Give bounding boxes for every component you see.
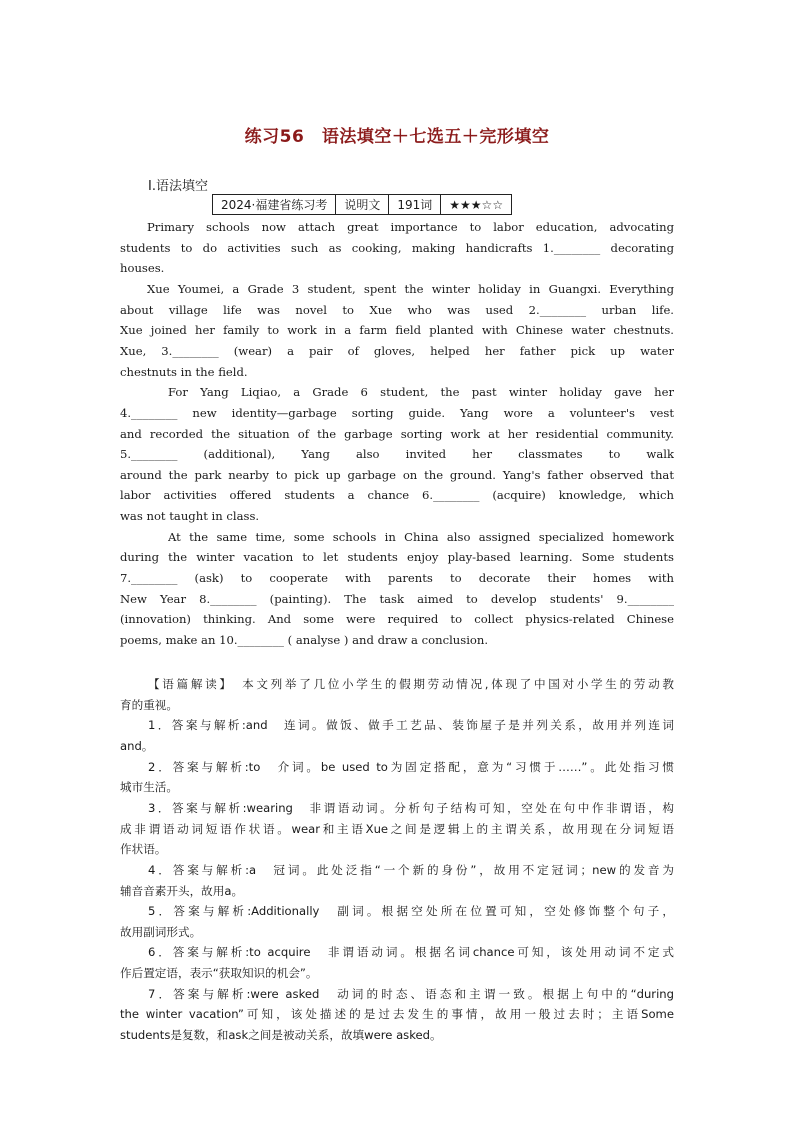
page-title: 练习56 语法填空＋七选五＋完形填空: [244, 127, 550, 147]
analysis-line: 2．答案与解析:to 介词。be used to为固定搭配，意为“习惯于……”。此处指习惯: [148, 759, 674, 774]
analysis-line: the winter vacation”可知，该处描述的是过去发生的事情，故用一般过去时；主语Some: [120, 1007, 674, 1022]
passage-line: chestnuts in the field.: [120, 364, 248, 379]
analysis-line: 城市生活。: [120, 780, 178, 795]
analysis-line: and。: [120, 738, 154, 753]
passage-line: New Year 8.________ (painting). The task aimed to develop students' 9.________: [120, 591, 674, 606]
passage-line: students to do activities such as cooking, making handicrafts 1.________ decorating: [120, 240, 674, 255]
analysis-line: 5．答案与解析:Additionally 副词。根据空处所在位置可知，空处修饰整个句子，: [148, 904, 674, 919]
passage-line: For Yang Liqiao, a Grade 6 student, the past winter holiday gave her: [168, 385, 674, 400]
passage-line: around the park nearby to pick up garbage on the ground. Yang's father observed that: [120, 467, 674, 482]
analysis-line: 成非谓语动词短语作状语。wear和主语Xue之间是逻辑上的主谓关系，故用现在分词短语: [120, 821, 674, 836]
section-heading: Ⅰ.语法填空: [148, 179, 208, 194]
source-cell: 2024·福建省练习考: [213, 195, 336, 215]
passage-summary: 【语篇解读】 本文列举了几位小学生的假期劳动情况,体现了中国对小学生的劳动教: [148, 677, 674, 691]
word-count-cell: 191词: [389, 195, 441, 215]
analysis-line: 1．答案与解析:and 连词。做饭、做手工艺品、装饰屋子是并列关系，故用并列连词: [148, 718, 674, 733]
passage-line: during the winter vacation to let students enjoy play-based learning. Some students: [120, 550, 674, 565]
passage-line: At the same time, some schools in China also assigned specialized homework: [168, 529, 674, 544]
passage-line: and recorded the situation of the garbage sorting work at her residential community.: [120, 426, 674, 441]
passage-line: Primary schools now attach great importance to labor education, advocating: [147, 220, 674, 234]
analysis-line: 6．答案与解析:to acquire 非谓语动词。根据名词chance可知，该处用动词不定式: [148, 945, 674, 960]
passage-line: Xue Youmei, a Grade 3 student, spent the winter holiday in Guangxi. Everything: [147, 281, 674, 296]
passage-line: 5.________ (additional), Yang also invited her classmates to walk: [120, 447, 674, 462]
passage-line: 4.________ new identity—garbage sorting guide. Yang wore a volunteer's vest: [120, 405, 674, 420]
passage-line: Xue, 3.________ (wear) a pair of gloves, helped her father pick up water: [120, 343, 674, 358]
passage-line: houses.: [120, 261, 165, 276]
analysis-line: 辅音音素开头，故用a。: [120, 883, 244, 898]
analysis-line: 4．答案与解析:a 冠词。此处泛指“一个新的身份”，故用不定冠词；new的发音为: [148, 862, 674, 877]
passage-line: 7.________ (ask) to cooperate with parents to decorate their homes with: [120, 571, 674, 586]
analysis-line: 7．答案与解析:were asked 动词的时态、语态和主谓一致。根据上句中的“during: [148, 986, 674, 1001]
analysis-line: 3．答案与解析:wearing 非谓语动词。分析句子结构可知，空处在句中作非谓语，构: [148, 800, 674, 815]
analysis-line: 作后置定语，表示“获取知识的机会”。: [120, 966, 318, 981]
source-info-table: [212, 194, 512, 215]
passage-line: about village life was novel to Xue who was used 2.________ urban life.: [120, 302, 674, 317]
passage-line: (innovation) thinking. And some were required to collect physics-related Chinese: [120, 612, 674, 627]
passage-line: labor activities offered students a chance 6.________ (acquire) knowledge, which: [120, 488, 674, 503]
passage-line: poems, make an 10.________ ( analyse ) and draw a conclusion.: [120, 633, 489, 647]
analysis-line: students是复数，和ask之间是被动关系，故填were asked。: [120, 1028, 442, 1043]
passage-line: Xue joined her family to work in a farm field planted with Chinese water chestnuts.: [120, 323, 674, 338]
passage-line: was not taught in class.: [120, 509, 260, 524]
genre-cell: 说明文: [336, 195, 389, 215]
analysis-line: 育的重视。: [120, 697, 178, 712]
analysis-line: 故用副词形式。: [120, 924, 202, 939]
difficulty-stars: ★★★☆☆: [441, 195, 512, 215]
analysis-line: 作状语。: [120, 842, 167, 857]
